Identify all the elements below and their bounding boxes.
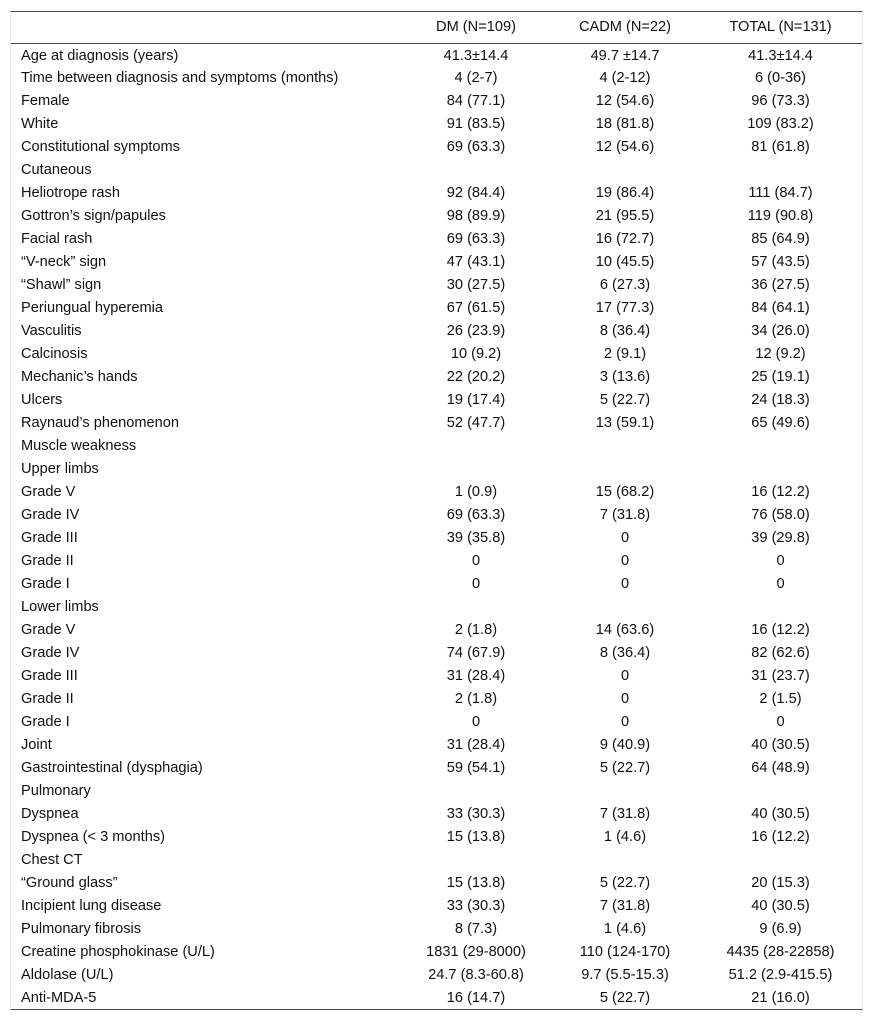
table-row (11, 802, 862, 825)
table-row (11, 549, 862, 572)
variable-label: Gottron’s sign/papules (21, 207, 166, 224)
table-row (11, 687, 862, 710)
total-value: 16 (12.2) (751, 828, 810, 845)
cadm-value (551, 595, 699, 618)
header-cadm: CADM (N=22) (551, 12, 699, 43)
dm-value: 91 (83.5) (446, 115, 506, 132)
variable-label: Incipient lung disease (21, 897, 162, 914)
table-row (11, 434, 862, 457)
total-value: 65 (49.6) (751, 414, 810, 431)
total-value: 25 (19.1) (751, 368, 810, 385)
cadm-value: 5 (22.7) (599, 391, 651, 408)
dm-value: 69 (63.3) (446, 138, 506, 155)
cadm-value: 12 (54.6) (595, 92, 655, 109)
table-row (11, 595, 862, 618)
total-value: 2 (1.5) (759, 690, 802, 707)
total-value (699, 595, 862, 618)
total-value: 20 (15.3) (751, 874, 810, 891)
variable-label: Chest CT (21, 851, 83, 868)
variable-label: Aldolase (U/L) (21, 966, 114, 983)
cadm-value (551, 848, 699, 871)
table-row (11, 204, 862, 227)
table-row (11, 894, 862, 917)
header-dm: DM (N=109) (401, 12, 551, 43)
cadm-value: 0 (620, 529, 630, 546)
variable-label: Pulmonary (21, 782, 91, 799)
cadm-value: 49.7 ±14.7 (590, 48, 660, 65)
total-value: 39 (29.8) (751, 529, 810, 546)
total-value: 119 (90.8) (747, 207, 814, 224)
total-value: 16 (12.2) (751, 621, 810, 638)
variable-label: “Shawl” sign (21, 276, 102, 293)
total-value: 57 (43.5) (751, 253, 810, 270)
cadm-value: 4 (2-12) (599, 69, 651, 86)
cadm-value (551, 158, 699, 181)
variable-label: Grade V (21, 621, 76, 638)
variable-label: Gastrointestinal (dysphagia) (21, 759, 203, 776)
total-value: 40 (30.5) (751, 805, 810, 822)
cadm-value: 0 (620, 552, 630, 569)
cadm-value: 7 (31.8) (599, 506, 651, 523)
total-value: 34 (26.0) (751, 322, 810, 339)
total-value: 64 (48.9) (751, 759, 810, 776)
table-row (11, 480, 862, 503)
header-total: TOTAL (N=131) (699, 12, 862, 43)
variable-label: Grade IV (21, 644, 80, 661)
cadm-value: 1 (4.6) (603, 828, 647, 845)
dm-value: 52 (47.7) (446, 414, 506, 431)
cadm-value: 16 (72.7) (595, 230, 655, 247)
dm-value: 19 (17.4) (446, 391, 506, 408)
dm-value: 31 (28.4) (446, 736, 506, 753)
variable-label: Ulcers (21, 391, 63, 408)
cadm-value: 18 (81.8) (595, 115, 655, 132)
cadm-value: 17 (77.3) (595, 299, 655, 316)
variable-label: Creatine phosphokinase (U/L) (21, 943, 215, 960)
variable-label: Lower limbs (21, 598, 99, 615)
total-value: 9 (6.9) (759, 920, 802, 937)
dm-value: 8 (7.3) (454, 920, 498, 937)
total-value: 111 (84.7) (748, 184, 813, 201)
cadm-value: 0 (620, 690, 630, 707)
cadm-value: 15 (68.2) (595, 483, 655, 500)
table-row (11, 756, 862, 779)
dm-value (401, 848, 551, 871)
dm-value (401, 457, 551, 480)
total-value: 12 (9.2) (755, 345, 806, 362)
variable-label: Grade III (21, 667, 78, 684)
cadm-value (551, 434, 699, 457)
total-value: 81 (61.8) (751, 138, 810, 155)
table-row (11, 940, 862, 963)
cadm-value: 0 (620, 667, 630, 684)
clinical-characteristics-table-container (10, 11, 863, 1010)
total-value: 24 (18.3) (751, 391, 810, 408)
total-value: 82 (62.6) (751, 644, 810, 661)
dm-value (401, 595, 551, 618)
total-value: 6 (0-36) (754, 69, 807, 86)
variable-label: Calcinosis (21, 345, 88, 362)
total-value (699, 158, 862, 181)
variable-label: Periungual hyperemia (21, 299, 163, 316)
clinical-characteristics-table (11, 12, 862, 1009)
table-row (11, 618, 862, 641)
table-row (11, 296, 862, 319)
table-row (11, 572, 862, 595)
variable-label: Grade II (21, 552, 74, 569)
variable-label: Upper limbs (21, 460, 99, 477)
cadm-value: 12 (54.6) (595, 138, 655, 155)
dm-value: 2 (1.8) (454, 621, 498, 638)
cadm-value: 14 (63.6) (595, 621, 655, 638)
dm-value: 39 (35.8) (446, 529, 506, 546)
header-variable (11, 12, 401, 43)
table-row (11, 158, 862, 181)
cadm-value: 2 (9.1) (603, 345, 647, 362)
total-value (699, 848, 862, 871)
table-row (11, 526, 862, 549)
table-row (11, 365, 862, 388)
variable-label: Age at diagnosis (years) (21, 48, 179, 65)
variable-label: “Ground glass” (21, 874, 118, 891)
dm-value: 98 (89.9) (446, 207, 506, 224)
cadm-value: 8 (36.4) (599, 322, 651, 339)
cadm-value: 19 (86.4) (595, 184, 655, 201)
variable-label: Joint (21, 736, 52, 753)
dm-value: 15 (13.8) (446, 828, 506, 845)
dm-value: 16 (14.7) (446, 989, 506, 1006)
dm-value: 0 (471, 575, 481, 592)
cadm-value (551, 457, 699, 480)
table-row (11, 227, 862, 250)
table-row (11, 342, 862, 365)
dm-value: 2 (1.8) (454, 690, 498, 707)
table-row (11, 779, 862, 802)
variable-label: Constitutional symptoms (21, 138, 180, 155)
variable-label: “V-neck” sign (21, 253, 107, 270)
total-value: 0 (776, 552, 785, 569)
table-row (11, 66, 862, 89)
cadm-value: 9 (40.9) (599, 736, 651, 753)
table-row (11, 871, 862, 894)
cadm-value: 7 (31.8) (599, 897, 651, 914)
variable-label: Dyspnea (< 3 months) (21, 828, 165, 845)
total-value: 40 (30.5) (751, 736, 810, 753)
table-row (11, 986, 862, 1009)
variable-label: Heliotrope rash (21, 184, 120, 201)
dm-value: 41.3±14.4 (443, 48, 509, 65)
variable-label: Raynaud’s phenomenon (21, 414, 179, 431)
table-row (11, 710, 862, 733)
total-value: 16 (12.2) (751, 483, 810, 500)
variable-label: Muscle weakness (21, 437, 137, 454)
total-value: 0 (776, 713, 785, 730)
cadm-value: 9.7 (5.5-15.3) (581, 966, 669, 983)
cadm-value: 7 (31.8) (599, 805, 651, 822)
table-row (11, 848, 862, 871)
total-value (699, 457, 862, 480)
cadm-value: 5 (22.7) (599, 989, 651, 1006)
variable-label: Cutaneous (21, 161, 92, 178)
dm-value: 84 (77.1) (446, 92, 506, 109)
table-row (11, 503, 862, 526)
dm-value: 69 (63.3) (446, 230, 506, 247)
dm-value: 15 (13.8) (446, 874, 506, 891)
dm-value: 1831 (29-8000) (426, 943, 526, 960)
total-value: 31 (23.7) (751, 667, 810, 684)
cadm-value: 8 (36.4) (599, 644, 651, 661)
table-row (11, 388, 862, 411)
variable-label: Grade I (21, 713, 70, 730)
total-value: 36 (27.5) (751, 276, 810, 293)
table-row (11, 411, 862, 434)
variable-label: Grade V (21, 483, 76, 500)
cadm-value: 5 (22.7) (599, 759, 651, 776)
dm-value: 31 (28.4) (446, 667, 506, 684)
table-row (11, 112, 862, 135)
variable-label: Grade II (21, 690, 74, 707)
variable-label: Anti-MDA-5 (21, 989, 97, 1006)
table-row (11, 319, 862, 342)
total-value: 21 (16.0) (751, 989, 810, 1006)
table-row (11, 135, 862, 158)
dm-value: 0 (471, 713, 481, 730)
dm-value (401, 434, 551, 457)
total-value (699, 779, 862, 802)
dm-value (401, 779, 551, 802)
total-value: 84 (64.1) (751, 299, 810, 316)
total-value: 0 (776, 575, 785, 592)
table-row (11, 664, 862, 687)
total-value: 76 (58.0) (751, 506, 810, 523)
cadm-value: 1 (4.6) (603, 920, 647, 937)
table-row (11, 273, 862, 296)
total-value (699, 434, 862, 457)
dm-value: 67 (61.5) (446, 299, 506, 316)
cadm-value: 21 (95.5) (595, 207, 655, 224)
dm-value: 22 (20.2) (446, 368, 506, 385)
cadm-value: 5 (22.7) (599, 874, 651, 891)
dm-value: 69 (63.3) (446, 506, 506, 523)
table-row (11, 733, 862, 756)
total-value: 51.2 (2.9-415.5) (728, 966, 833, 983)
table-row (11, 43, 862, 66)
variable-label: Vasculitis (21, 322, 82, 339)
dm-value: 4 (2-7) (454, 69, 498, 86)
dm-value: 30 (27.5) (446, 276, 506, 293)
cadm-value: 3 (13.6) (599, 368, 651, 385)
variable-label: Mechanic’s hands (21, 368, 138, 385)
dm-value: 26 (23.9) (446, 322, 506, 339)
table-header-row (11, 12, 862, 43)
variable-label: Facial rash (21, 230, 93, 247)
dm-value: 92 (84.4) (446, 184, 506, 201)
variable-label: Grade III (21, 529, 78, 546)
dm-value: 47 (43.1) (446, 253, 506, 270)
table-row (11, 917, 862, 940)
total-value: 40 (30.5) (751, 897, 810, 914)
dm-value: 33 (30.3) (446, 805, 506, 822)
dm-value: 33 (30.3) (446, 897, 506, 914)
dm-value (401, 158, 551, 181)
total-value: 4435 (28-22858) (726, 943, 835, 960)
variable-label: White (21, 115, 59, 132)
dm-value: 74 (67.9) (446, 644, 506, 661)
cadm-value: 10 (45.5) (595, 253, 655, 270)
cadm-value: 110 (124-170) (579, 943, 671, 960)
variable-label: Time between diagnosis and symptoms (months) (21, 69, 339, 86)
dm-value: 0 (471, 552, 481, 569)
dm-value: 1 (0.9) (454, 483, 498, 500)
variable-label: Pulmonary fibrosis (21, 920, 142, 937)
cadm-value (551, 779, 699, 802)
table-row (11, 250, 862, 273)
cadm-value: 13 (59.1) (595, 414, 655, 431)
cadm-value: 6 (27.3) (599, 276, 651, 293)
table-row (11, 89, 862, 112)
dm-value: 10 (9.2) (450, 345, 502, 362)
dm-value: 59 (54.1) (446, 759, 506, 776)
variable-label: Dyspnea (21, 805, 79, 822)
total-value: 96 (73.3) (751, 92, 810, 109)
cadm-value: 0 (620, 713, 630, 730)
variable-label: Female (21, 92, 70, 109)
table-row (11, 641, 862, 664)
variable-label: Grade IV (21, 506, 80, 523)
variable-label: Grade I (21, 575, 70, 592)
table-row (11, 457, 862, 480)
dm-value: 24.7 (8.3-60.8) (428, 966, 524, 983)
total-value: 109 (83.2) (747, 115, 814, 132)
table-row (11, 181, 862, 204)
total-value: 85 (64.9) (751, 230, 810, 247)
table-row (11, 825, 862, 848)
cadm-value: 0 (620, 575, 630, 592)
table-body (11, 43, 862, 1009)
total-value: 41.3±14.4 (748, 48, 813, 65)
table-row (11, 963, 862, 986)
